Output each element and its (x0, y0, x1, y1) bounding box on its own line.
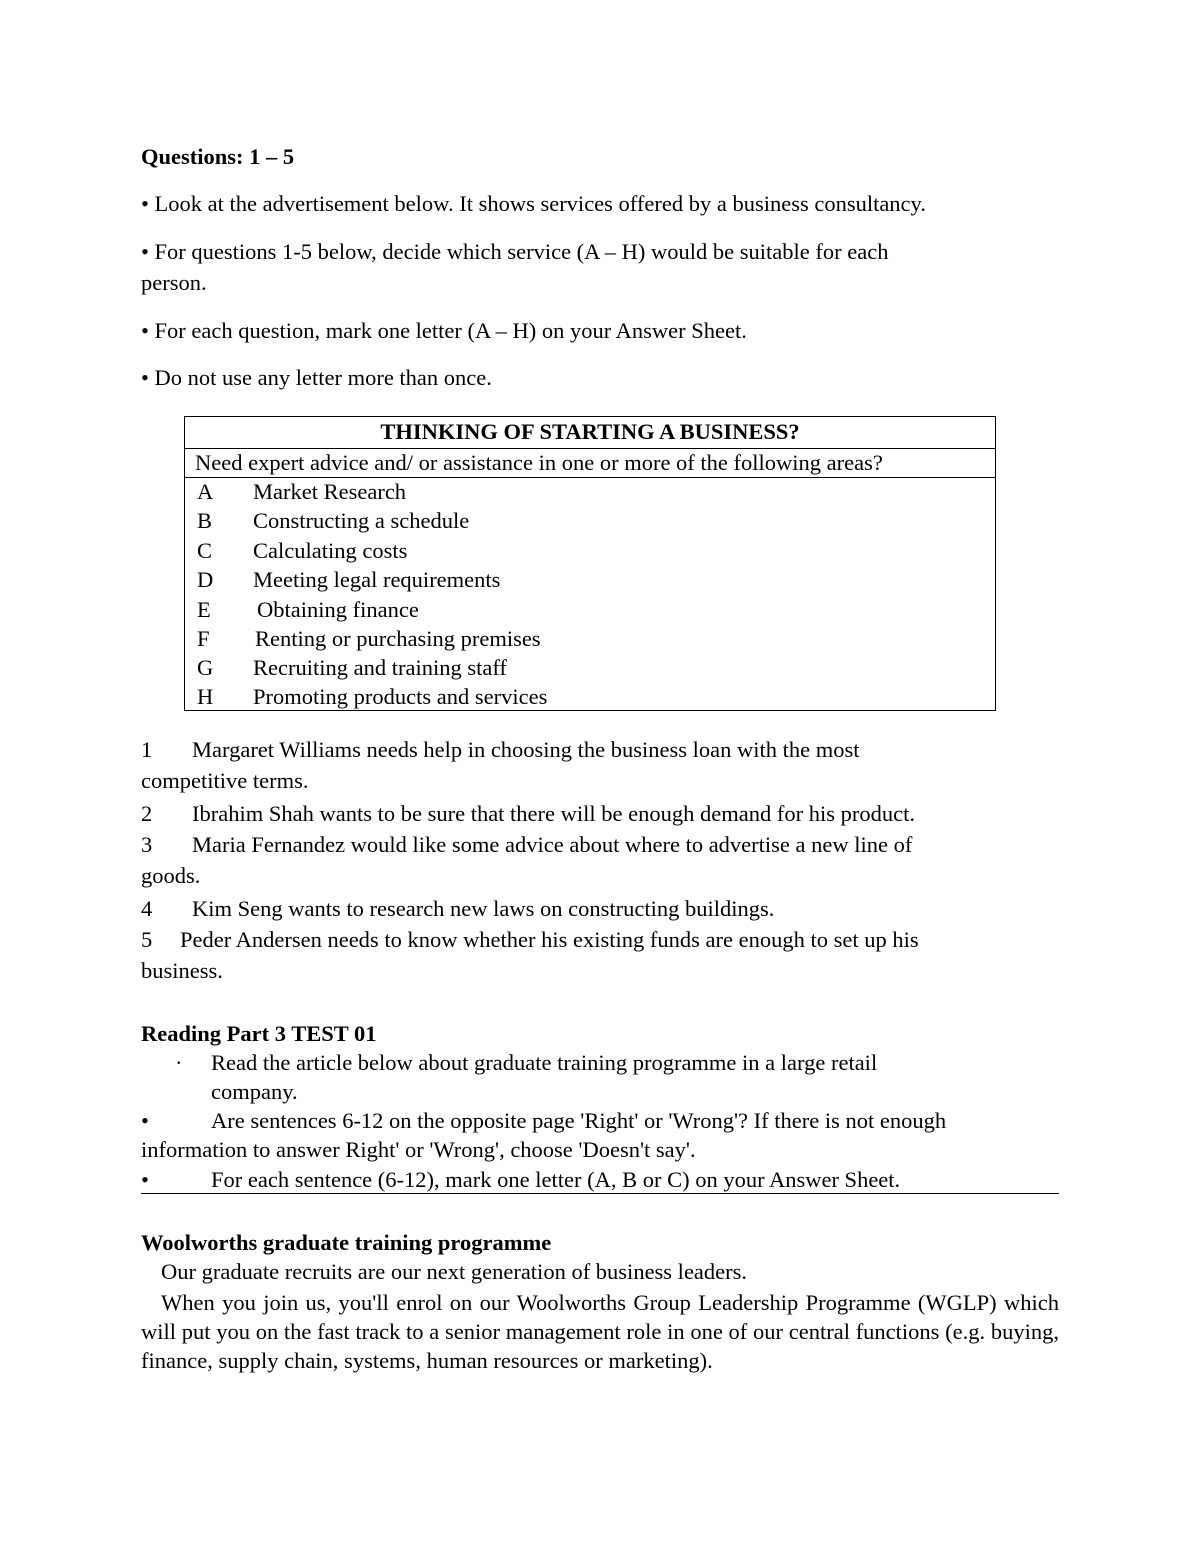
part3-bullet-text: information to answer Right' or 'Wrong', choose 'Doesn't say'. (141, 1137, 696, 1162)
question-number: 4 (141, 896, 153, 921)
question-number: 5 (141, 927, 153, 952)
advert-item-letter: F (197, 626, 210, 651)
advert-item-letter: B (197, 508, 213, 533)
advert-item-text: Constructing a schedule (253, 508, 470, 533)
bullet-icon: • (141, 1108, 149, 1133)
part3-heading: Reading Part 3 TEST 01 (141, 1021, 377, 1046)
advert-item-letter: A (197, 479, 214, 504)
question-text-continued: business. (141, 958, 223, 983)
advert-item-text: Calculating costs (253, 538, 408, 563)
advert-item-text: Promoting products and services (253, 684, 548, 709)
divider (141, 1193, 1059, 1194)
part3-bullet-text: Read the article below about graduate training programme in a large retail (211, 1050, 878, 1075)
question-text: Maria Fernandez would like some advice about where to advertise a new line of (192, 832, 913, 857)
instruction-line: • Look at the advertisement below. It shows services offered by a business consultancy. (141, 191, 926, 216)
question-text: Ibrahim Shah wants to be sure that there will be enough demand for his product. (192, 801, 915, 826)
part3-bullet-text: For each sentence (6-12), mark one letter (A, B or C) on your Answer Sheet. (211, 1167, 901, 1192)
article-paragraph-text: When you join us, you'll enrol on our Woolworths Group Leadership Programme (WGLP) which will put you on the fast track to a senior management role in one of our central functions (e.g. buying, finance, supply chain, systems, human resources or marketing). (141, 1290, 1059, 1373)
instruction-line: person. (141, 270, 207, 295)
advert-title: THINKING OF STARTING A BUSINESS? (380, 419, 800, 444)
advert-item-text: Recruiting and training staff (253, 655, 507, 680)
instruction-line: • Do not use any letter more than once. (141, 365, 492, 390)
advert-subtitle: Need expert advice and/ or assistance in one or more of the following areas? (185, 448, 995, 478)
advert-item-letter: C (197, 538, 213, 563)
question-text: Margaret Williams needs help in choosing the business loan with the most (192, 737, 860, 762)
advert-item-letter: E (197, 597, 211, 622)
questions-heading: Questions: 1 – 5 (141, 144, 295, 169)
bullet-icon: · (175, 1050, 183, 1075)
advert-item-text: Renting or purchasing premises (255, 626, 541, 651)
question-text: Peder Andersen needs to know whether his existing funds are enough to set up his (180, 927, 919, 952)
advert-item-text: Meeting legal requirements (253, 567, 501, 592)
question-number: 2 (141, 801, 153, 826)
question-number: 1 (141, 737, 153, 762)
question-text: Kim Seng wants to research new laws on constructing buildings. (192, 896, 775, 921)
advertisement-box (184, 416, 996, 711)
advert-item-letter: H (197, 684, 214, 709)
instruction-line: • For each question, mark one letter (A – H) on your Answer Sheet. (141, 318, 747, 343)
question-number: 3 (141, 832, 153, 857)
article-paragraph (141, 1288, 1059, 1375)
question-text-continued: competitive terms. (141, 768, 309, 793)
article-title: Woolworths graduate training programme (141, 1230, 552, 1255)
advert-item-letter: D (197, 567, 214, 592)
bullet-icon: • (141, 1167, 149, 1192)
advert-item-text: Market Research (253, 479, 407, 504)
part3-bullet-text: Are sentences 6-12 on the opposite page 'Right' or 'Wrong'? If there is not enough (211, 1108, 947, 1133)
advert-item-letter: G (197, 655, 214, 680)
article-paragraph: Our graduate recruits are our next generation of business leaders. (161, 1259, 748, 1284)
question-text-continued: goods. (141, 863, 201, 888)
part3-bullet-text: company. (211, 1079, 298, 1104)
advert-item-text: Obtaining finance (257, 597, 419, 622)
instruction-line: • For questions 1-5 below, decide which service (A – H) would be suitable for each (141, 239, 889, 264)
